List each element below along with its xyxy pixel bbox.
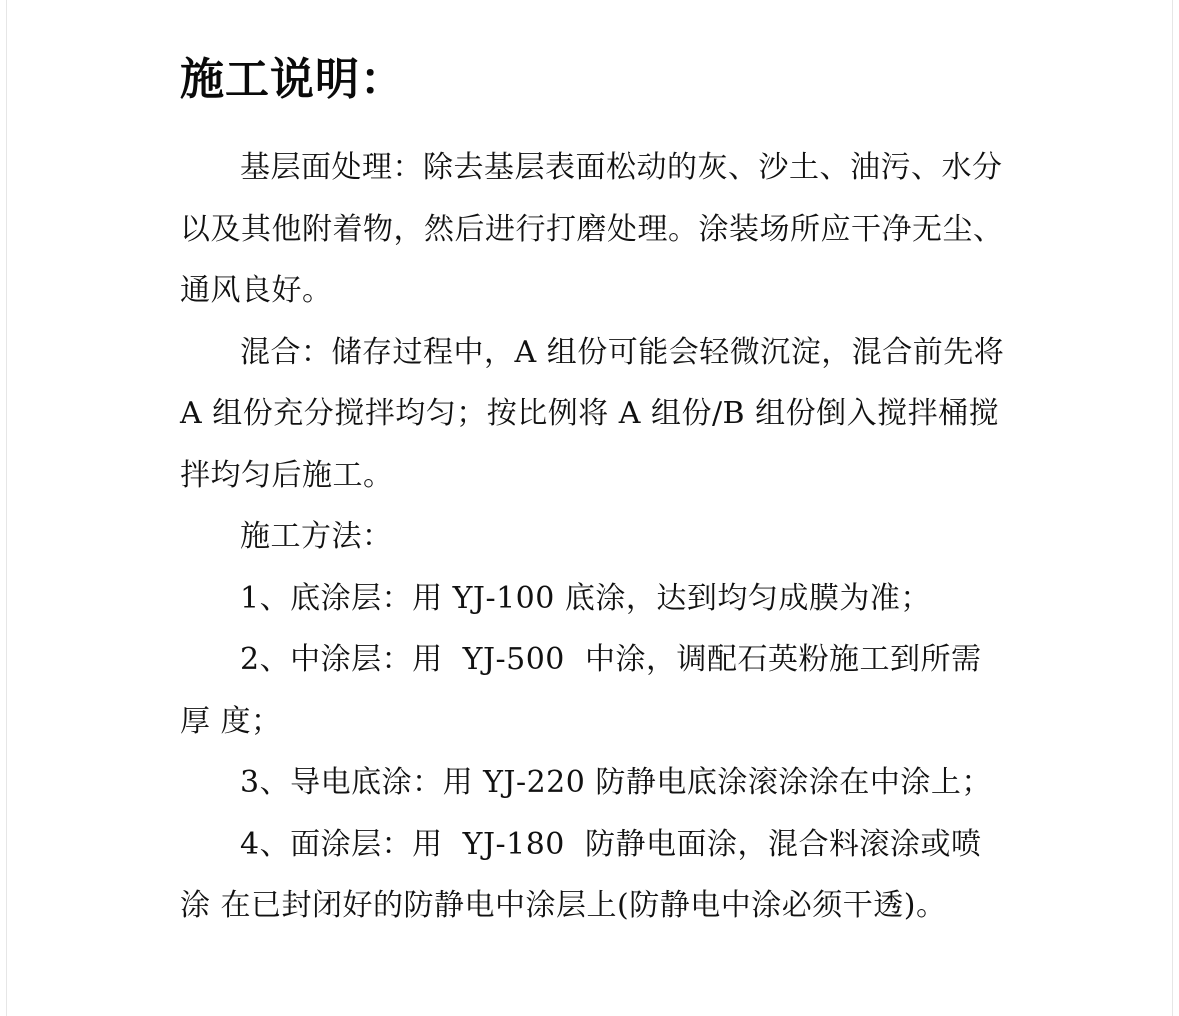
construction-instructions-document — [180, 50, 1015, 937]
paragraph-step-conductive-primer: 3、导电底涂：用 YJ-220 防静电底涂滚涂涂在中涂上； — [240, 765, 992, 800]
paragraph-method-heading: 施工方法： — [240, 519, 393, 554]
paragraph-substrate-treatment: 基层面处理：除去基层表面松动的灰、沙土、油污、水分以及其他附着物，然后进行打磨处理。涂装场所应干净无尘、通风良好。 — [180, 150, 1004, 308]
paragraph-step-primer: 1、底涂层：用 YJ-100 底涂，达到均匀成膜为准； — [240, 580, 931, 616]
paragraph-step-top-coat: 4、面涂层：用 YJ-180 防静电面涂，混合料滚涂或喷涂 在已封闭好的防静电中涂层上(防静电中涂必须干透)。 — [180, 826, 982, 923]
page-right-edge — [1172, 0, 1173, 1016]
page-left-edge — [6, 0, 7, 1016]
paragraph-step-middle-coat: 2、中涂层：用 YJ-500 中涂，调配石英粉施工到所需厚 度； — [180, 642, 982, 739]
document-title: 施工说明： — [180, 54, 405, 105]
paragraph-mixing: 混合：储存过程中，A 组份可能会轻微沉淀，混合前先将 A 组份充分搅拌均匀；按比例将 A 组份/B 组份倒入搅拌桶搅拌均匀后施工。 — [180, 334, 1015, 493]
document-body — [180, 137, 1015, 937]
